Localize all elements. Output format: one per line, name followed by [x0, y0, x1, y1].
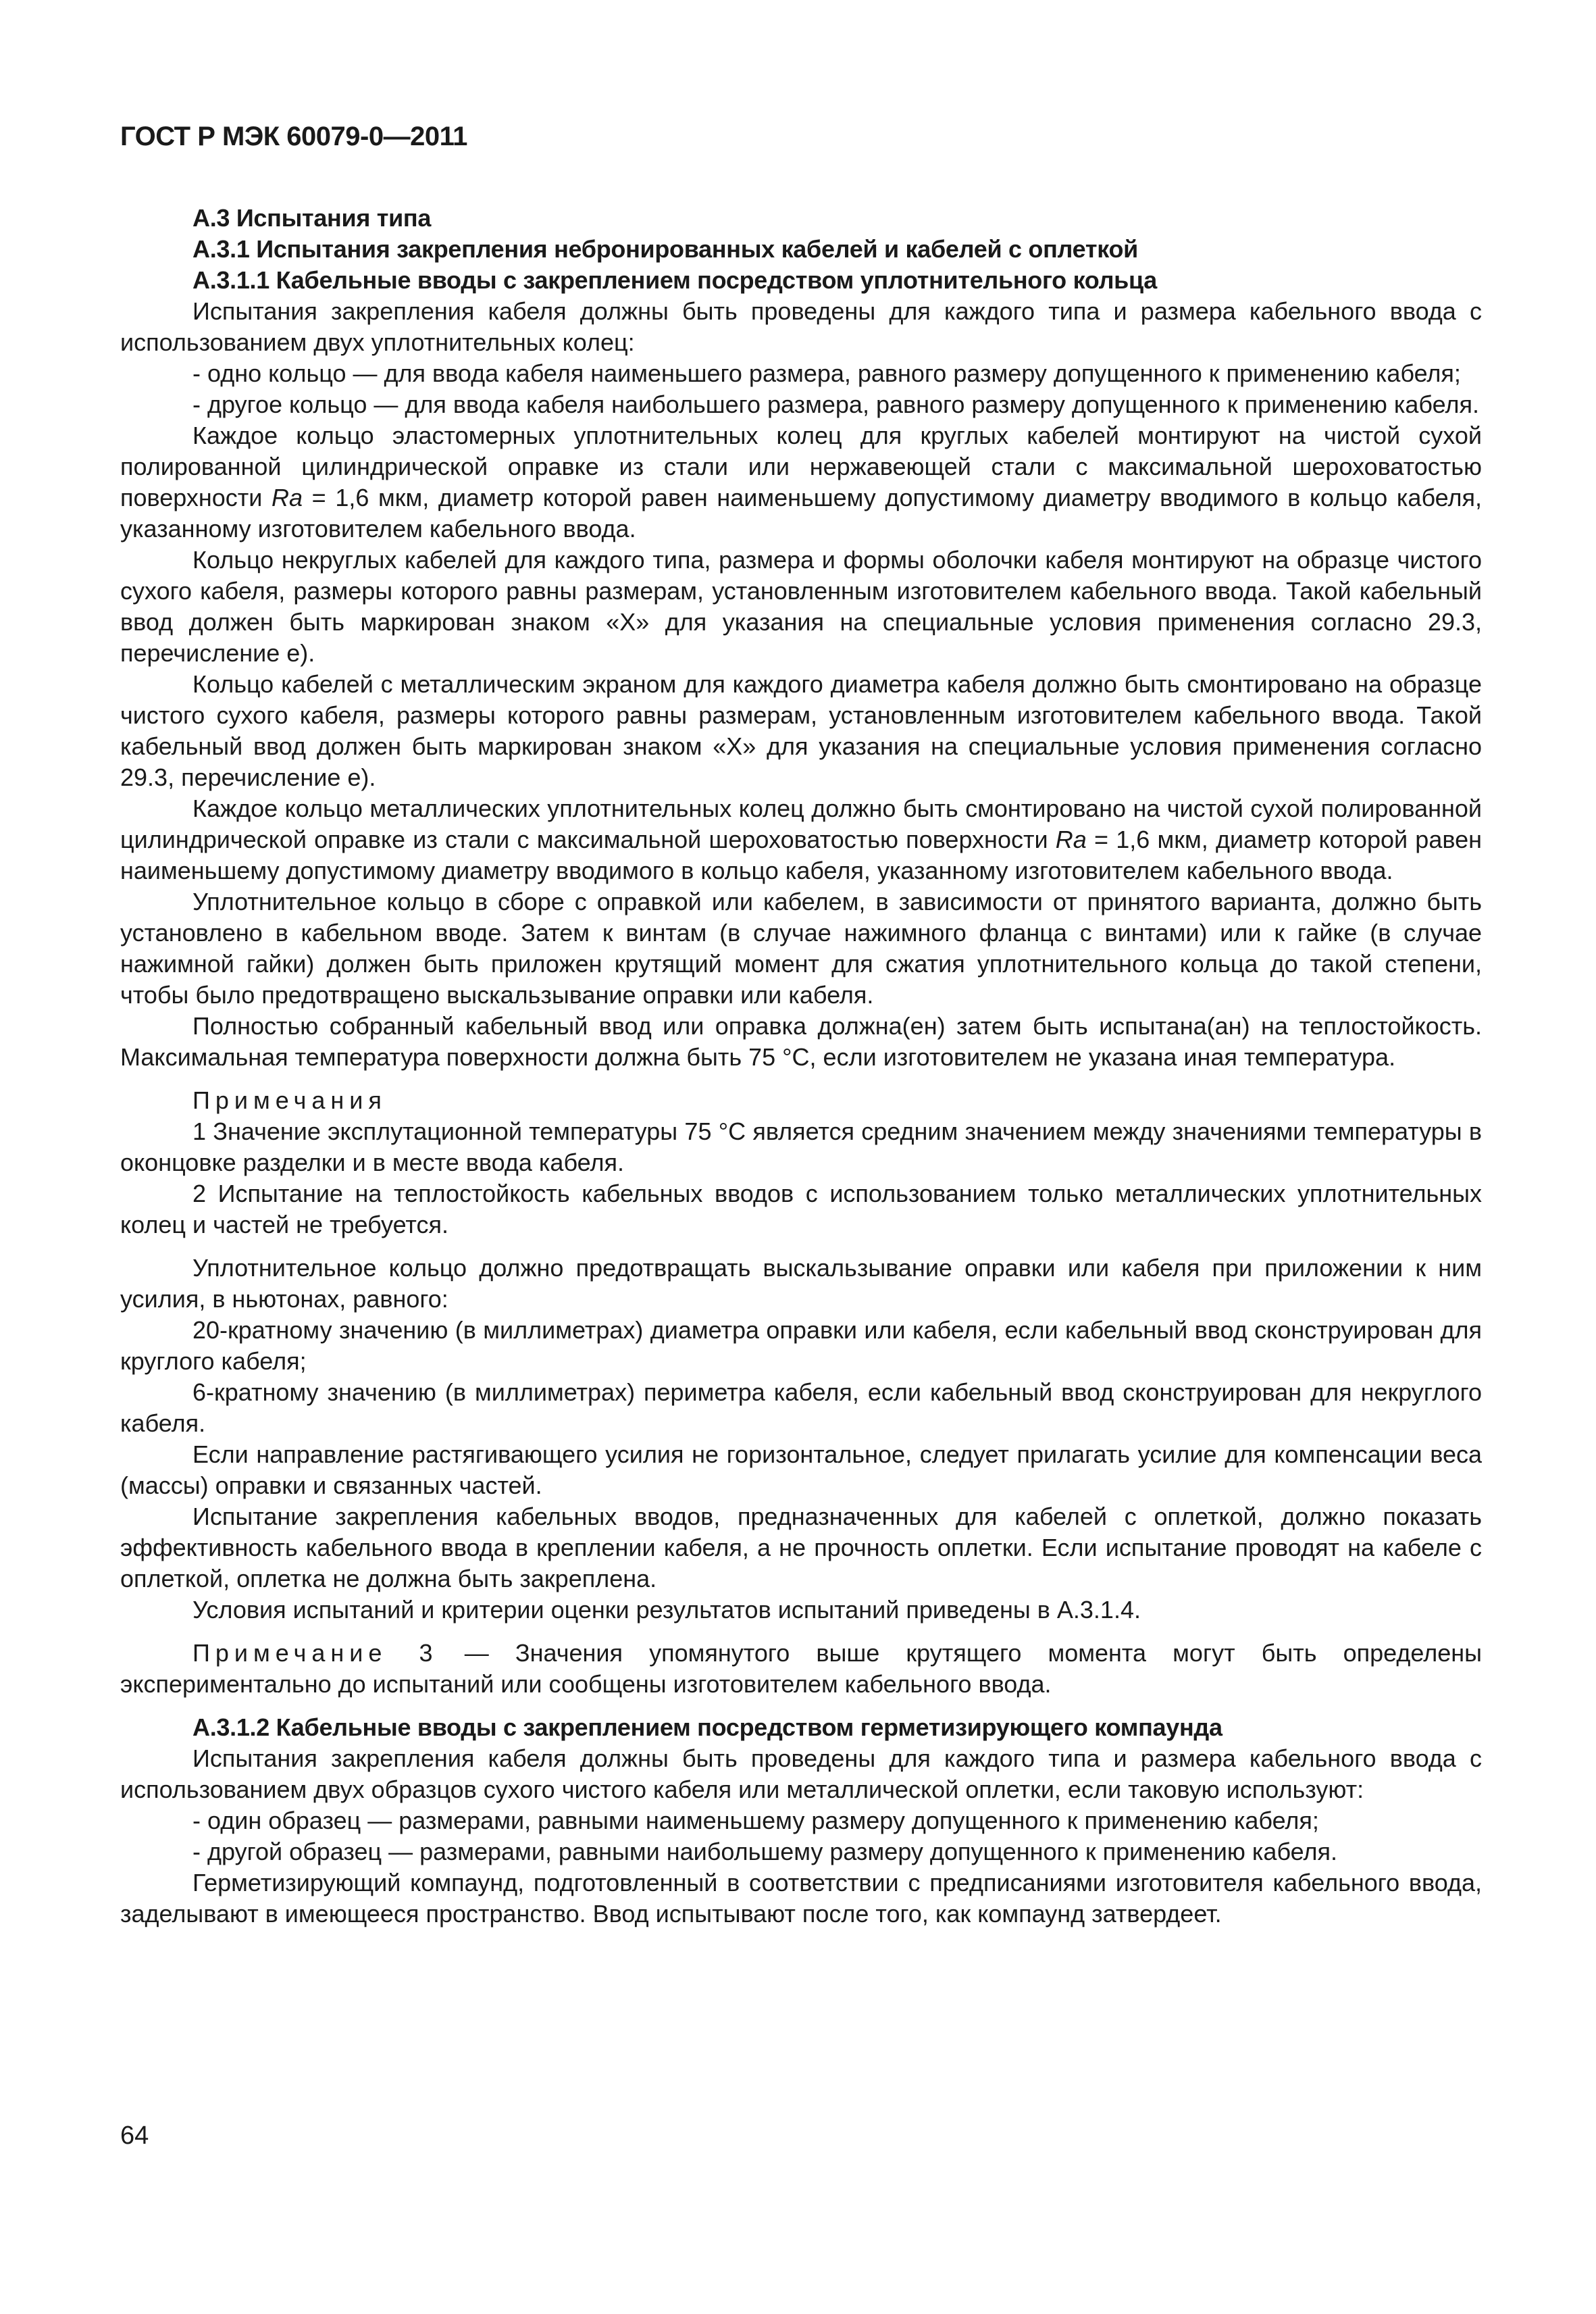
note-3 [120, 1638, 1482, 1700]
paragraph: Если направление растягивающего усилия не горизонтальное, следует прилагать усилие для компенсации веса (массы) оправки и связанных частей. [120, 1440, 1482, 1499]
paragraph: Испытания закрепления кабеля должны быть проведены для каждого типа и размера кабельного ввода с использованием двух образцов сухого чистого кабеля или металлической оплетки, если таковую используют: [120, 1744, 1482, 1803]
paragraph: Кольцо некруглых кабелей для каждого типа, размера и формы оболочки кабеля монтируют на образце чистого сухого кабеля, размеры которого равны размерам, установленным изготовителем кабельного ввода. Такой кабельный ввод должен быть маркирован знаком «X» для указания на специальные условия применения согласно 29.3, перечисление е). [120, 546, 1482, 667]
paragraph-text: = 1,6 мкм, диаметр которой равен наименьшему допустимому диаметру вводимого в кольцо кабеля, указанному изготовителем кабельного ввода. [120, 484, 1482, 543]
paragraph: Испытание закрепления кабельных вводов, предназначенных для кабелей с оплеткой, должно показать эффективность кабельного ввода в креплении кабеля, а не прочность оплетки. Если испытание проводят на кабеле с оплеткой, оплетка не должна быть закреплена. [120, 1503, 1482, 1592]
list-item: - один образец — размерами, равными наименьшему размеру допущенного к применению кабеля; [192, 1807, 1319, 1834]
note-3-text: — Значения упомянутого выше крутящего момента могут быть определены экспериментально до испытаний или сообщены изготовителем кабельного ввода. [120, 1639, 1482, 1698]
paragraph [120, 420, 1482, 545]
section-heading-a3: А.3 Испытания типа [192, 204, 432, 232]
paragraph-text: = 1,6 мкм, диаметр которой равен наименьшему допустимому диаметру вводимого в кольцо кабеля, указанному изготовителем кабельного ввода. [120, 826, 1482, 884]
paragraph-text: Каждое кольцо металлических уплотнительных колец должно быть смонтировано на чистой сухой полированной цилиндрической оправке из стали с максимальной шероховатостью поверхности [120, 795, 1482, 853]
notes-title [120, 1085, 1482, 1116]
notes-title-text: Примечания [192, 1086, 387, 1114]
paragraph: Полностью собранный кабельный ввод или оправка должна(ен) затем быть испытана(ан) на теплостойкость. Максимальная температура поверхности должна быть 75 °С, если изготовителем не указана иная температура. [120, 1012, 1482, 1071]
list-item: - одно кольцо — для ввода кабеля наименьшего размера, равного размеру допущенного к применению кабеля; [192, 359, 1461, 387]
section-heading-a31: А.3.1 Испытания закрепления небронированных кабелей и кабелей с оплеткой [192, 235, 1138, 263]
list-item: - другой образец — размерами, равными наибольшему размеру допущенного к применению кабеля. [192, 1838, 1337, 1865]
note-2: 2 Испытание на теплостойкость кабельных вводов с использованием только металлических уплотнительных колец и частей не требуется. [120, 1180, 1482, 1238]
list-item: - другое кольцо — для ввода кабеля наибольшего размера, равного размеру допущенного к применению кабеля. [192, 391, 1479, 418]
paragraph: Уплотнительное кольцо в сборе с оправкой или кабелем, в зависимости от принятого варианта, должно быть установлено в кабельном вводе. Затем к винтам (в случае нажимного фланца с винтами) или к гайке (в случае нажимной гайки) должен быть приложен крутящий момент для сжатия уплотнительного кольца до такой степени, чтобы было предотвращено выскальзывание оправки или кабеля. [120, 888, 1482, 1009]
note-1: 1 Значение эксплутационной температуры 75 °С является средним значением между значениями температуры в оконцовке разделки и в месте ввода кабеля. [120, 1117, 1482, 1176]
roughness-symbol: Ra [1055, 826, 1087, 853]
paragraph: 6-кратному значению (в миллиметрах) периметра кабеля, если кабельный ввод сконструирован для некруглого кабеля. [120, 1378, 1482, 1437]
paragraph [120, 793, 1482, 886]
roughness-symbol: Ra [272, 484, 303, 511]
paragraph: Кольцо кабелей с металлическим экраном для каждого диаметра кабеля должно быть смонтировано на образце чистого сухого кабеля, размеры которого равны размерам, установленным изготовителем кабельного ввода. Такой кабельный ввод должен быть маркирован знаком «X» для указания на специальные условия применения согласно 29.3, перечисление е). [120, 670, 1482, 791]
section-heading-a311: А.3.1.1 Кабельные вводы с закреплением посредством уплотнительного кольца [192, 266, 1157, 294]
paragraph-text: Каждое кольцо эластомерных уплотнительных колец для круглых кабелей монтируют на чистой сухой полированной цилиндрической оправке из стали или нержавеющей стали с максимальной шероховатостью поверхности [120, 422, 1482, 511]
paragraph: Уплотнительное кольцо должно предотвращать выскальзывание оправки или кабеля при приложении к ним усилия, в ньютонах, равного: [120, 1254, 1482, 1313]
paragraph: Испытания закрепления кабеля должны быть проведены для каждого типа и размера кабельного ввода с использованием двух уплотнительных колец: [120, 297, 1482, 356]
document-body [120, 203, 1482, 1930]
paragraph: Условия испытаний и критерии оценки результатов испытаний приведены в А.3.1.4. [192, 1596, 1141, 1624]
paragraph: Герметизирующий компаунд, подготовленный в соответствии с предписаниями изготовителя кабельного ввода, заделывают в имеющееся пространство. Ввод испытывают после того, как компаунд затвердеет. [120, 1869, 1482, 1928]
standard-header: ГОСТ Р МЭК 60079-0—2011 [120, 122, 467, 151]
paragraph: 20-кратному значению (в миллиметрах) диаметра оправки или кабеля, если кабельный ввод сконструирован для круглого кабеля; [120, 1316, 1482, 1375]
page-number: 64 [120, 2121, 149, 2150]
section-heading-a312: А.3.1.2 Кабельные вводы с закреплением посредством герметизирующего компаунда [192, 1713, 1222, 1741]
note-3-label: Примечание 3 [192, 1639, 438, 1667]
